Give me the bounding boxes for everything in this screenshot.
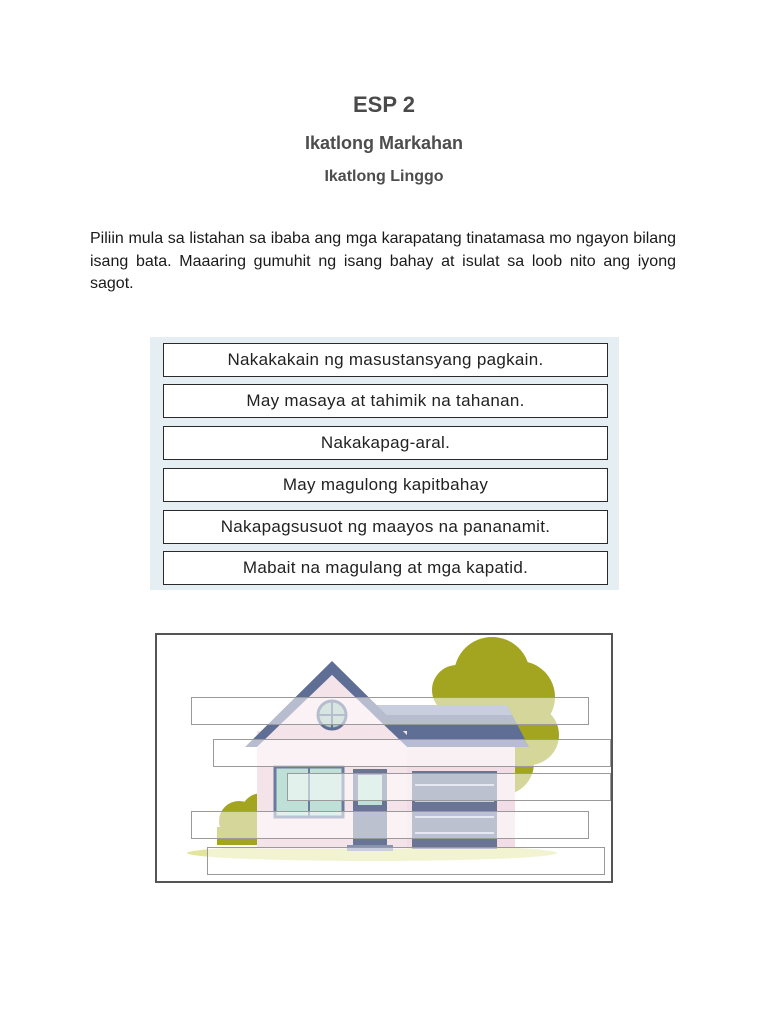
choice-item: Mabait na magulang at mga kapatid. xyxy=(163,551,608,585)
page-title: ESP 2 xyxy=(353,92,415,117)
choice-item: Nakakapag-aral. xyxy=(163,426,608,460)
answer-line[interactable] xyxy=(207,847,605,875)
house-drawing-frame xyxy=(155,633,613,883)
answer-line[interactable] xyxy=(191,811,589,839)
answer-line[interactable] xyxy=(213,739,611,767)
choice-item: Nakapagsusuot ng maayos na pananamit. xyxy=(163,510,608,544)
answer-line[interactable] xyxy=(287,773,611,801)
week-subtitle: Ikatlong Linggo xyxy=(324,168,444,185)
answer-line[interactable] xyxy=(191,697,589,725)
instructions-paragraph: Piliin mula sa listahan sa ibaba ang mga karapatang tinatamasa mo ngayon bilang isang bata. Maaaring gumuhit ng isang bahay at isulat sa loob nito ang iyong sagot. xyxy=(90,230,676,292)
choice-item: May magulong kapitbahay xyxy=(163,468,608,502)
quarter-subtitle: Ikatlong Markahan xyxy=(304,133,464,153)
choice-item: Nakakakain ng masustansyang pagkain. xyxy=(163,343,608,377)
choices-panel xyxy=(150,337,619,590)
choice-item: May masaya at tahimik na tahanan. xyxy=(163,384,608,418)
